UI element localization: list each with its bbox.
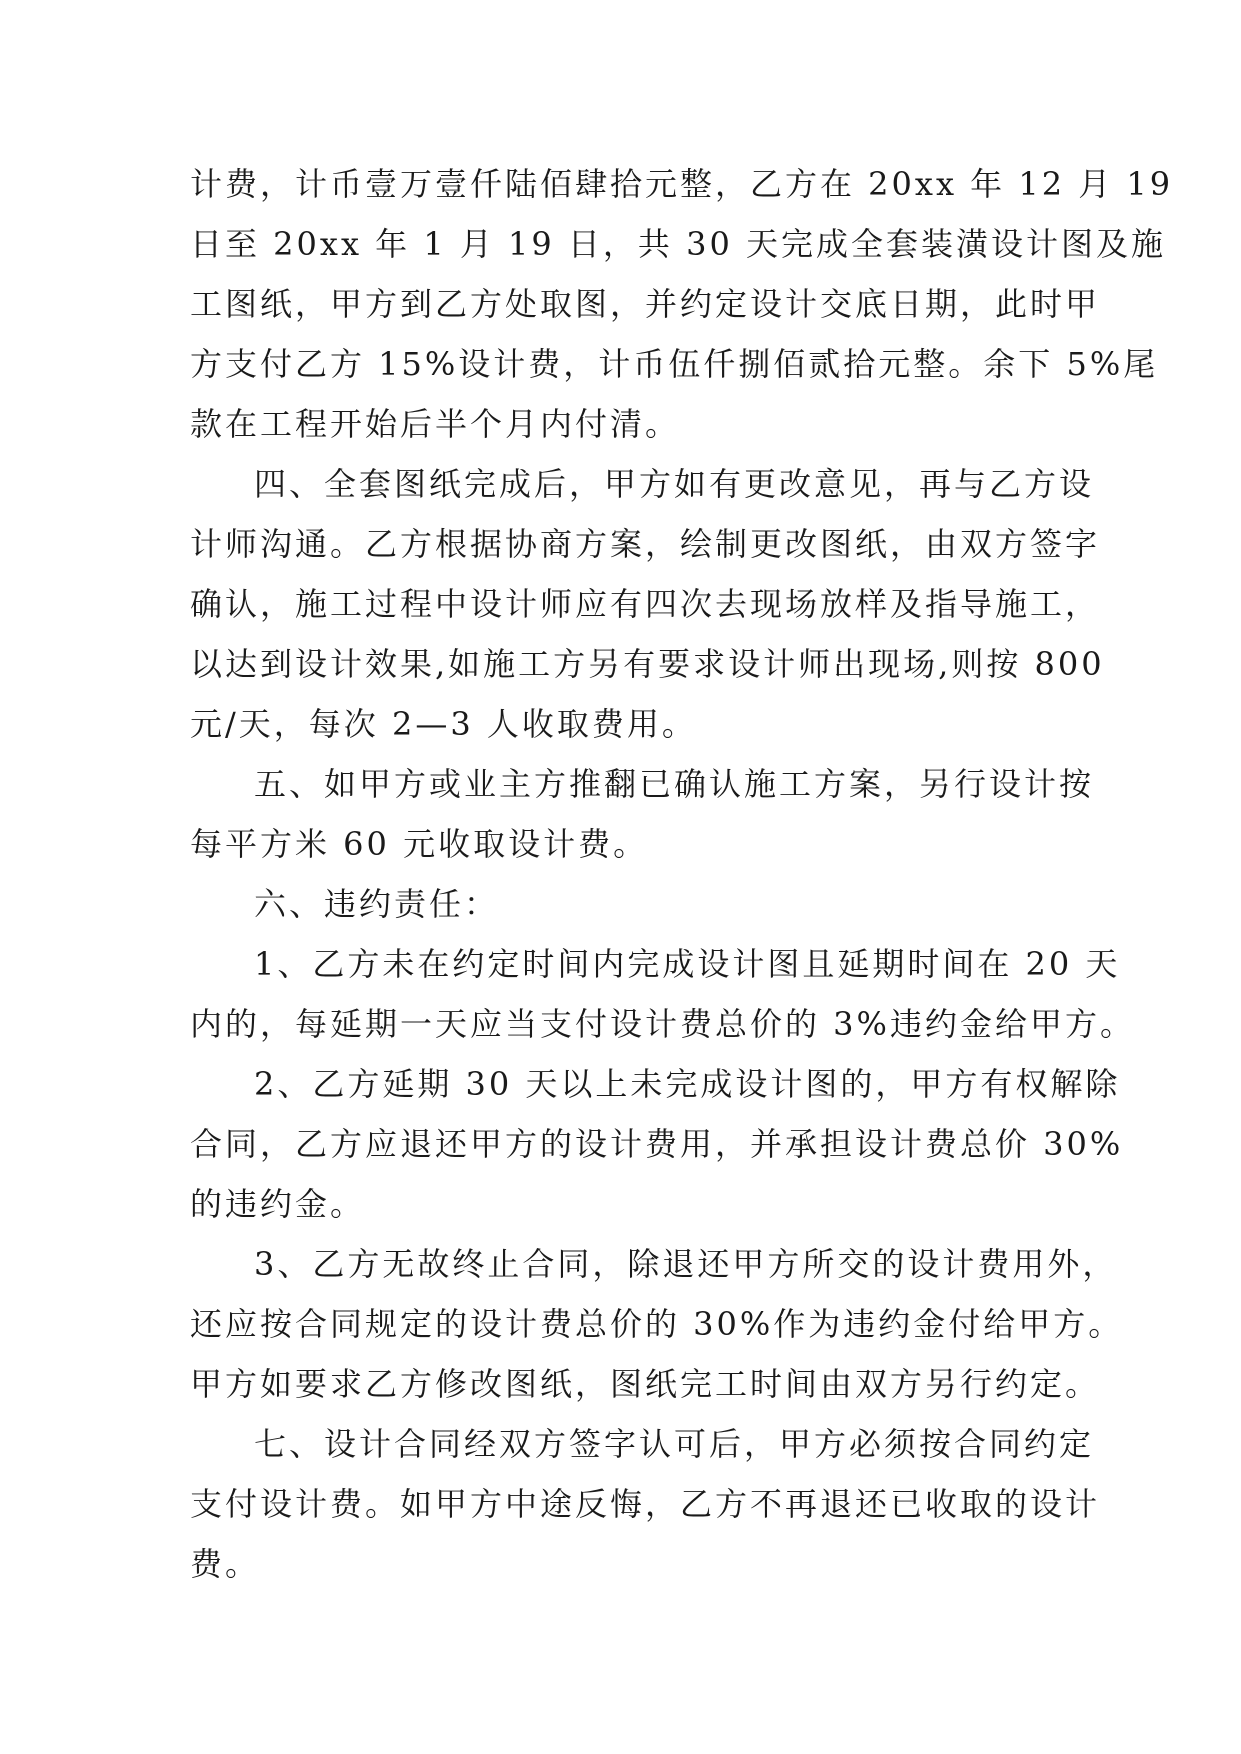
text-line: 内的，每延期一天应当支付设计费总价的 3%违约金给甲方。 (190, 1005, 1135, 1043)
text-line: 支付设计费。如甲方中途反悔，乙方不再退还已收取的设计 (190, 1485, 1101, 1523)
text-line: 方支付乙方 15%设计费，计币伍仟捌佰贰拾元整。余下 5%尾 (190, 345, 1159, 383)
document-body (190, 154, 1174, 1594)
text-line: 计费，计币壹万壹仟陆佰肆拾元整，乙方在 20xx 年 12 月 19 (190, 165, 1174, 203)
text-line: 计师沟通。乙方根据协商方案，绘制更改图纸，由双方签字 (190, 525, 1101, 563)
section-heading: 六、违约责任： (254, 885, 500, 923)
text-line: 元/天，每次 2—3 人收取费用。 (190, 705, 697, 743)
text-line: 合同，乙方应退还甲方的设计费用，并承担设计费总价 30% (190, 1125, 1124, 1163)
paragraph-start-line: 四、全套图纸完成后，甲方如有更改意见，再与乙方设 (254, 465, 1095, 503)
paragraph-start-line: 五、如甲方或业主方推翻已确认施工方案，另行设计按 (254, 765, 1095, 803)
text-line: 工图纸，甲方到乙方处取图，并约定设计交底日期，此时甲 (190, 285, 1101, 323)
text-line: 以达到设计效果,如施工方另有要求设计师出现场,则按 800 (190, 645, 1105, 683)
paragraph-start-line: 2、乙方延期 30 天以上未完成设计图的，甲方有权解除 (254, 1065, 1121, 1103)
text-line: 的违约金。 (190, 1185, 366, 1223)
paragraph-start-line: 3、乙方无故终止合同，除退还甲方所交的设计费用外， (254, 1245, 1118, 1283)
text-line: 确认，施工过程中设计师应有四次去现场放样及指导施工， (190, 585, 1101, 623)
text-line: 日至 20xx 年 1 月 19 日，共 30 天完成全套装潢设计图及施 (190, 225, 1166, 263)
paragraph-start-line: 1、乙方未在约定时间内完成设计图且延期时间在 20 天 (254, 945, 1121, 983)
paragraph-start-line: 七、设计合同经双方签字认可后，甲方必须按合同约定 (254, 1425, 1095, 1463)
text-line: 款在工程开始后半个月内付清。 (190, 405, 681, 443)
text-line: 费。 (190, 1545, 261, 1583)
text-line: 还应按合同规定的设计费总价的 30%作为违约金付给甲方。 (190, 1305, 1124, 1343)
text-line: 每平方米 60 元收取设计费。 (190, 825, 649, 863)
text-line: 甲方如要求乙方修改图纸，图纸完工时间由双方另行约定。 (190, 1365, 1101, 1403)
